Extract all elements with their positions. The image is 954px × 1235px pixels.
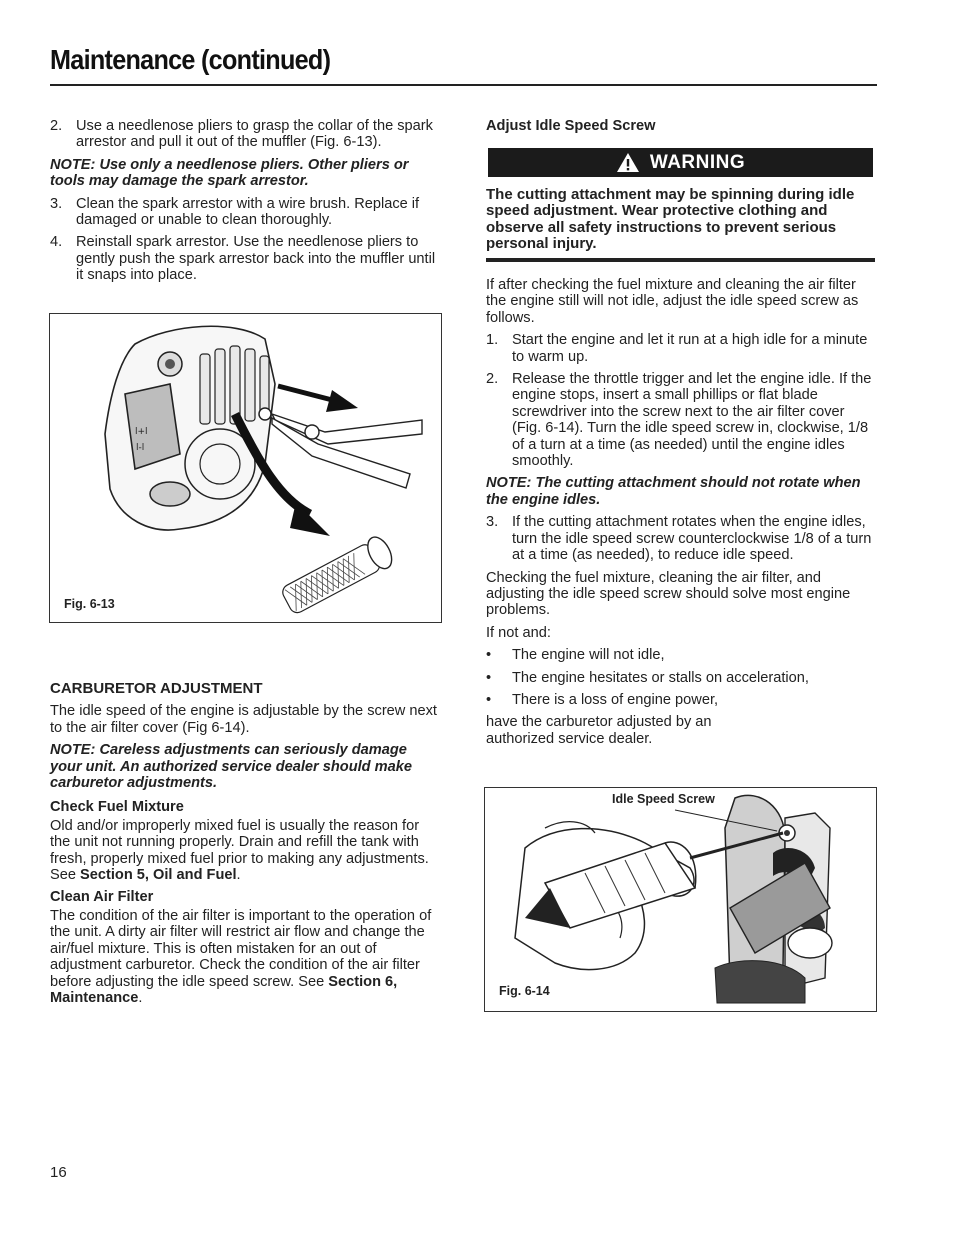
bullet-item: • There is a loss of engine power, — [486, 691, 719, 708]
note-pliers: NOTE: Use only a needlenose pliers. Other pliers or tools may damage the spark arrestor. — [50, 156, 409, 190]
idle-step-2: 2. Release the throttle trigger and let the engine idle. If the engine stops, insert a small phillips or flat blade screwdriver into the screw next to the air filter cover (Fig. 6-14). Turn the idle speed screw in, clockwise, 1/8 of a turn at a time (as needed) until the engine idles smoothly. — [486, 371, 872, 470]
left-column-top — [50, 118, 440, 284]
bullet-item: • The engine will not idle, — [486, 647, 665, 664]
idle-note: NOTE: The cutting attachment should not rotate when the engine idles. — [486, 475, 861, 508]
warning-triangle-icon — [616, 152, 640, 173]
warning-banner — [488, 148, 873, 177]
title-rule — [50, 84, 877, 86]
idle-step-1: 1. Start the engine and let it run at a high idle for a minute to warm up. — [486, 332, 868, 365]
carburetor-section — [50, 681, 442, 1006]
warning-text: The cutting attachment may be spinning during idle speed adjustment. Wear protective clothing and observe all safety instructions to prevent serious personal injury. — [486, 186, 855, 253]
figure-6-14-label: Fig. 6-14 — [499, 984, 550, 998]
intro-text: If after checking the fuel mixture and cleaning the air filter the engine still will not idle, adjust the idle speed screw as follows. — [486, 277, 859, 326]
svg-text:l-l: l-l — [136, 443, 145, 453]
step-4: 4. Reinstall spark arrestor. Use the needlenose pliers to gently push the spark arrestor back into the muffler until it snaps into place. — [50, 234, 436, 284]
warning-rule — [486, 258, 875, 262]
if-not-text: If not and: — [486, 624, 551, 641]
carburetor-heading: CARBURETOR ADJUSTMENT — [50, 680, 263, 697]
idle-screw-adjustment-illustration — [485, 788, 876, 1011]
right-column-body — [486, 277, 876, 747]
fuel-mixture-text: Old and/or improperly mixed fuel is usually the reason for the unit not running properly. Drain and refill the tank with fresh, properly mixed fuel prior to making any adjustments. See Section 5, Oil and Fuel. — [50, 817, 429, 884]
idle-step-3: 3. If the cutting attachment rotates when the engine idles, turn the idle speed screw counterclockwise 1/8 of a turn at a time (as needed), to reduce idle speed. — [486, 514, 872, 564]
air-filter-heading: Clean Air Filter — [50, 889, 154, 906]
air-filter-text: The condition of the air filter is important to the operation of the unit. A dirty air filter will restrict air flow and change the air/fuel mixture. This is often mistaken for an out of adjustment carburetor. Check the condition of the air filter before adjusting the idle speed screw. See Section 6, Maintenance. — [50, 907, 432, 1006]
engine-spark-arrestor-illustration — [50, 314, 441, 622]
page-number: 16 — [50, 1164, 67, 1181]
carburetor-text: The idle speed of the engine is adjustable by the screw next to the air filter cover (Fig 6-14). — [50, 703, 437, 736]
step-3: 3. Clean the spark arrestor with a wire brush. Replace if damaged or unable to clean thoroughly. — [50, 195, 420, 229]
page-title: Maintenance (continued) — [50, 44, 331, 75]
bullet-item: • The engine hesitates or stalls on acceleration, — [486, 669, 809, 686]
idle-speed-screw-callout: Idle Speed Screw — [612, 792, 715, 806]
warning-label: WARNING — [649, 151, 746, 173]
svg-text:l+l: l+l — [135, 427, 148, 437]
figure-6-13-label: Fig. 6-13 — [64, 597, 115, 611]
step-2: 2. Use a needlenose pliers to grasp the collar of the spark arrestor and pull it out of the muffler (Fig. 6-13). — [50, 118, 433, 151]
figure-6-14 — [484, 787, 877, 1012]
summary-text: Checking the fuel mixture, cleaning the air filter, and adjusting the idle speed screw should solve most engine problems. — [486, 569, 851, 619]
figure-6-13 — [49, 313, 442, 623]
carburetor-note: NOTE: Careless adjustments can seriously damage your unit. An authorized service dealer should make carburetor adjustments. — [50, 742, 412, 792]
closing-text: have the carburetor adjusted by an authorized service dealer. — [486, 714, 712, 747]
fuel-mixture-heading: Check Fuel Mixture — [50, 799, 184, 816]
idle-speed-heading: Adjust Idle Speed Screw — [486, 118, 656, 134]
